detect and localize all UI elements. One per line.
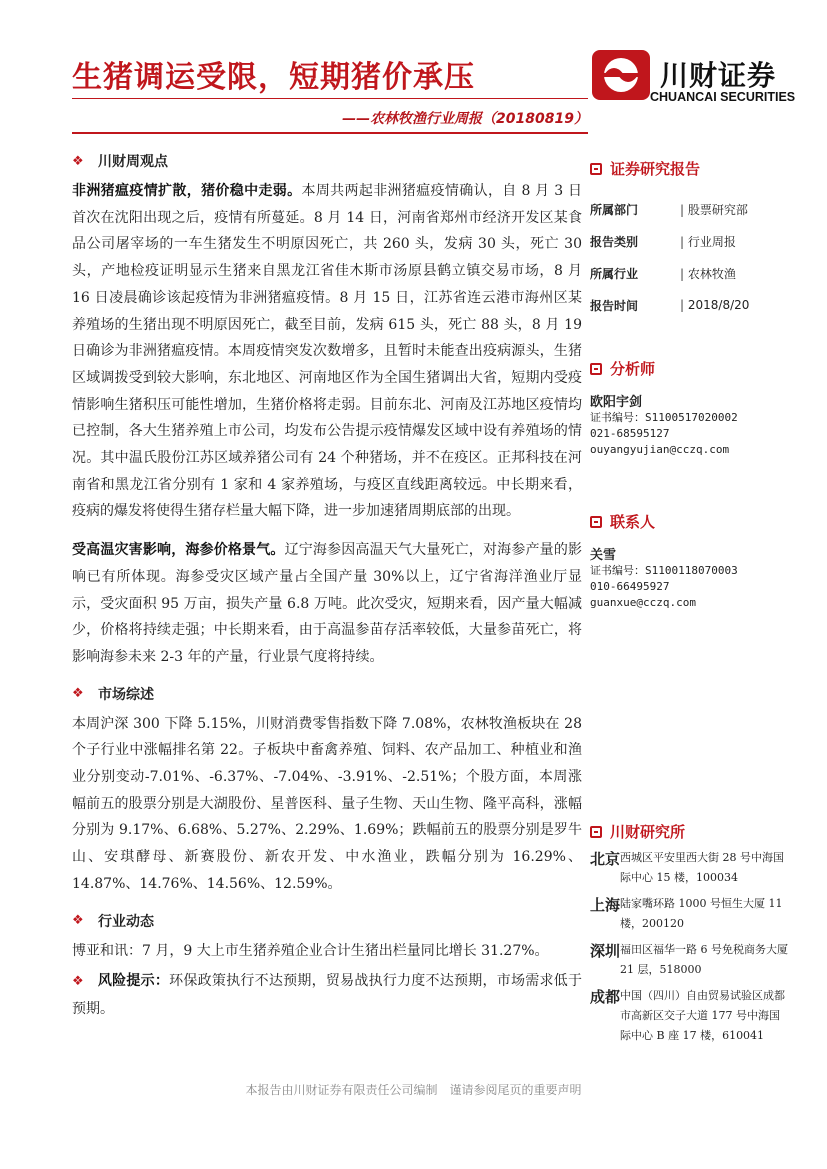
section-title: 川财周观点	[98, 154, 168, 170]
paragraph-news: 博亚和讯：7 月，9 大上市生猪养殖企业合计生猪出栏量同比增长 31.27%。	[72, 942, 549, 959]
analyst-name: 欧阳宇剑	[590, 395, 643, 410]
contact-heading: 联系人	[590, 511, 805, 532]
logo-text-en: CHUANCAI SECURITIES	[650, 90, 796, 104]
paragraph-body: 辽宁海参因高温天气大量死亡，对海参产量的影响已有所体现。海参受灾区域产量占全国产量 30%以上，辽宁省海洋渔业厅显示，受灾面积 95 万亩，损失产量 6.8 万吨。此次受灾，短期来看，因产量大幅减少，价格将持续走强；中长期来看，由于高温参苗存活率较低，大量参苗死亡，将影响海参未来 2-3 年的产量，行业景气度将持续。	[72, 542, 583, 665]
analyst-phone: 021-68595127	[590, 427, 670, 440]
main-content	[72, 150, 582, 1027]
analyst-cert: 证书编号：S1100517020002	[590, 411, 738, 424]
paragraph-lead: 受高温灾害影响，海参价格景气。	[72, 542, 285, 559]
title-rule	[72, 98, 588, 99]
sidebar-report-info	[590, 158, 805, 321]
analyst-heading: 分析师	[590, 358, 805, 379]
info-row-category: 报告类别 | 行业周报	[590, 225, 805, 257]
office-shenzhen: 深圳 福田区福华一路 6 号免税商务大厦 21 层，518000	[590, 942, 788, 976]
risk-lead: 风险提示：	[97, 973, 170, 990]
paragraph-swine-fever	[72, 178, 582, 525]
institute-heading: 川财研究所	[590, 821, 805, 842]
analyst-email[interactable]: ouyangyujian@cczq.com	[590, 443, 730, 456]
sidebar-institute	[590, 821, 805, 1052]
section-weekly-view	[72, 150, 582, 172]
section-industry-news	[72, 910, 582, 932]
section-title: 市场综述	[98, 686, 154, 703]
info-row-date: 报告时间 | 2018/8/20	[590, 289, 805, 321]
info-row-department: 所属部门 | 股票研究部	[590, 193, 805, 225]
logo-text-cn: 川财证券	[660, 59, 777, 92]
section-marker-icon	[590, 363, 602, 375]
section-marker-icon	[590, 163, 602, 175]
office-shanghai: 上海 陆家嘴环路 1000 号恒生大厦 11 楼，200120	[590, 896, 783, 930]
section-market-review	[72, 683, 582, 705]
section-marker-icon	[590, 826, 602, 838]
diamond-bullet-icon: ❖	[72, 153, 84, 169]
diamond-bullet-icon: ❖	[72, 974, 84, 990]
contact-email[interactable]: guanxue@cczq.com	[590, 596, 696, 609]
paragraph-market: 本周沪深 300 下降 5.15%，川财消费零售指数下降 7.08%，农林牧渔板块在 28 个子行业中涨幅排名第 22。子板块中畜禽养殖、饲料、农产品加工、种植业和渔业分别变动-7.01%、-6.37%、-7.04%、-3.91%、-2.51%；个股方面，本周涨幅前五的股票分别是大湖股份、星普医科、量子生物、天山生物、隆平高科，涨幅分别为 9.17%、6.68%、5.27%、2.29%、1.69%；跌幅前五的股票分别是罗牛山、安琪酵母、新赛股份、新农开发、中水渔业，跌幅分别为 16.29%、14.87%、14.76%、14.56%、12.59%。	[72, 715, 582, 892]
paragraph-lead: 非洲猪瘟疫情扩散，猪价稳中走弱。	[72, 183, 302, 199]
diamond-bullet-icon: ❖	[72, 913, 84, 929]
office-chengdu: 成都 中国（四川）自由贸易试验区成都市高新区交子大道 177 号中海国际中心 B 座 17 楼，610041	[590, 988, 785, 1042]
contact-cert: 证书编号：S1100118070003	[590, 564, 738, 577]
contact-phone: 010-66495927	[590, 580, 670, 593]
risk-body: 环保政策执行不达预期，贸易战执行力度不达预期，市场需求低于预期。	[72, 973, 583, 1017]
sidebar-contact	[590, 511, 805, 611]
diamond-bullet-icon: ❖	[72, 686, 84, 702]
section-marker-icon	[590, 516, 602, 528]
office-beijing: 北京 西城区平安里西大街 28 号中海国际中心 15 楼，100034	[590, 850, 784, 884]
contact-name: 关雪	[590, 548, 617, 563]
footer-disclaimer: 本报告由川财证券有限责任公司编制 谨请参阅尾页的重要声明	[245, 1083, 582, 1097]
section-title: 行业动态	[98, 913, 154, 930]
paragraph-body: 本周共两起非洲猪瘟疫情确认，自 8 月 3 日首次在沈阳出现之后，疫情有所蔓延。8 月 14 日，河南省郑州市经济开发区某食品公司屠宰场的一车生猪发生不明原因死亡，共 260 头，发病 30 头，死亡 30 头，产地检疫证明显示生猪来自黑龙江省佳木斯市汤原县鹤立镇交易市场，8 月 16 日凌晨确诊该起疫情为非洲猪瘟疫情。8 月 15 日，江苏省连云港市海州区某养殖场的生猪出现不明原因死亡，截至目前，发病 615 头，死亡 88 头，8 月 19 日确诊为非洲猪瘟疫情。本周疫情突发次数增多，且暂时未能查出疫病源头，生猪区域调拨受到较大影响，东北地区、河南地区作为全国生猪调出大省，短期内受疫情影响生猪积压可能性增加，生猪价格将走弱。目前东北、河南及江苏地区疫情均已控制，各大生猪养殖上市公司，均发布公告提示疫情爆发区域中设有养殖场的情况。其中温氏股份江苏区域养猪公司有 24 个种猪场，并不在疫区。正邦科技在河南省和黑龙江省分别有 1 家和 4 家养殖场，与疫区直线距离较远。中长期来看，疫病的爆发将使得生猪存栏量大幅下降，进一步加速猪周期底部的出现。	[72, 183, 582, 520]
info-row-industry: 所属行业 | 农林牧渔	[590, 257, 805, 289]
header-rule	[72, 132, 588, 134]
paragraph-sea-cucumber	[72, 537, 582, 671]
chuancai-logo-icon	[590, 48, 652, 102]
sidebar-analyst	[590, 358, 805, 458]
report-info-heading: 证券研究报告	[590, 158, 805, 179]
paragraph-risk	[72, 968, 582, 1022]
report-subtitle: ——农林牧渔行业周报（20180819）	[342, 111, 588, 127]
report-title: 生猪调运受限，短期猪价承压	[72, 60, 475, 95]
